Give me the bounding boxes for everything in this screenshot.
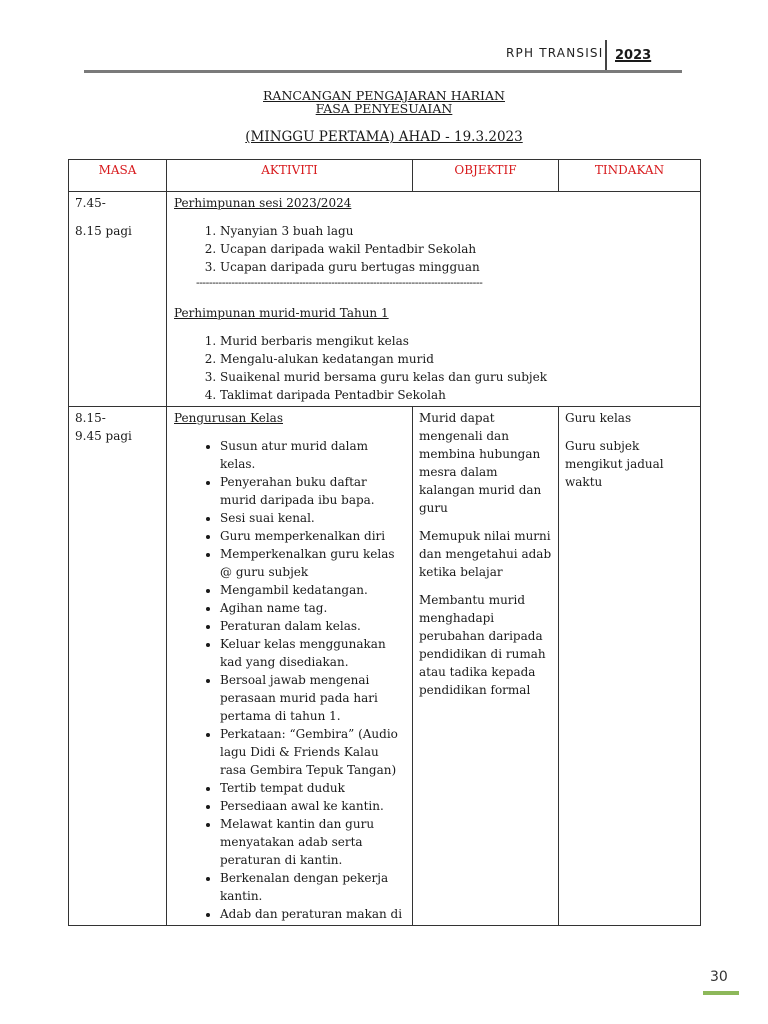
class-management-list bbox=[174, 437, 406, 923]
action-text: Guru subjek mengikut jadual waktu bbox=[565, 439, 664, 489]
column-header-objektif: OBJEKTIF bbox=[413, 160, 559, 192]
list-item: • Bersoal jawab mengenai perasaan murid pada hari pertama di tahun 1. bbox=[220, 671, 406, 725]
list-item: • Adab dan peraturan makan di bbox=[220, 905, 406, 923]
lesson-plan-table bbox=[68, 159, 701, 926]
list-item: • Peraturan dalam kelas. bbox=[220, 617, 406, 635]
objective-cell bbox=[413, 407, 559, 926]
column-header-tindakan: TINDAKAN bbox=[559, 160, 701, 192]
section-title: Perhimpunan sesi 2023/2024 bbox=[174, 196, 352, 210]
table-row bbox=[69, 407, 701, 926]
list-item: • Mengambil kedatangan. bbox=[220, 581, 406, 599]
header-year: 2023 bbox=[615, 48, 652, 63]
list-item: • Penyerahan buku daftar murid daripada ibu bapa. bbox=[220, 473, 406, 509]
header-label: RPH TRANSISI bbox=[506, 46, 604, 60]
list-item: • Susun atur murid dalam kelas. bbox=[220, 437, 406, 473]
doc-date-line: (MINGGU PERTAMA) AHAD - 19.3.2023 bbox=[245, 129, 523, 145]
time-end: 8.15 pagi bbox=[75, 224, 132, 238]
time-end: 9.45 pagi bbox=[75, 429, 132, 443]
list-item: 4. Taklimat daripada Pentadbir Sekolah bbox=[220, 386, 694, 404]
year1-assembly-list bbox=[174, 332, 694, 404]
time-cell bbox=[69, 407, 167, 926]
header-rule bbox=[84, 70, 682, 73]
list-item: • Melawat kantin dan guru menyatakan adab serta peraturan di kantin. bbox=[220, 815, 406, 869]
page-number-accent bbox=[703, 991, 739, 995]
assembly-list bbox=[174, 222, 694, 276]
objective-text: Membantu murid menghadapi perubahan daripada pendidikan di rumah atau tadika kepada pendidikan formal bbox=[419, 593, 546, 697]
section-title: Perhimpunan murid-murid Tahun 1 bbox=[174, 306, 389, 320]
objective-text: Murid dapat mengenali dan membina hubungan mesra dalam kalangan murid dan guru bbox=[419, 411, 542, 515]
list-item: 1. Murid berbaris mengikut kelas bbox=[220, 332, 694, 350]
list-item: 3. Ucapan daripada guru bertugas mingguan bbox=[220, 258, 694, 276]
table-row bbox=[69, 192, 701, 407]
list-item: • Keluar kelas menggunakan kad yang disediakan. bbox=[220, 635, 406, 671]
section-title: Pengurusan Kelas bbox=[174, 411, 283, 425]
list-item: • Tertib tempat duduk bbox=[220, 779, 406, 797]
header-divider bbox=[605, 40, 607, 70]
separator-line: ----------------------------------------------------------------------------------------- bbox=[196, 276, 483, 289]
action-cell bbox=[559, 407, 701, 926]
time-start: 8.15- bbox=[75, 411, 106, 425]
list-item: • Persediaan awal ke kantin. bbox=[220, 797, 406, 815]
doc-title: RANCANGAN PENGAJARAN HARIAN bbox=[263, 88, 505, 103]
action-text: Guru kelas bbox=[565, 411, 632, 425]
doc-subtitle: FASA PENYESUAIAN bbox=[315, 101, 453, 116]
time-start: 7.45- bbox=[75, 196, 106, 210]
list-item: • Memperkenalkan guru kelas @ guru subjek bbox=[220, 545, 406, 581]
list-item: 2. Ucapan daripada wakil Pentadbir Sekolah bbox=[220, 240, 694, 258]
time-cell bbox=[69, 192, 167, 407]
list-item: 3. Suaikenal murid bersama guru kelas dan guru subjek bbox=[220, 368, 694, 386]
column-header-masa: MASA bbox=[69, 160, 167, 192]
column-header-aktiviti: AKTIVITI bbox=[167, 160, 413, 192]
objective-text: Memupuk nilai murni dan mengetahui adab ketika belajar bbox=[419, 529, 552, 579]
list-item: • Perkataan: “Gembira” (Audio lagu Didi & Friends Kalau rasa Gembira Tepuk Tangan) bbox=[220, 725, 406, 779]
page-number: 30 bbox=[710, 969, 728, 985]
list-item: 2. Mengalu-alukan kedatangan murid bbox=[220, 350, 694, 368]
list-item: • Berkenalan dengan pekerja kantin. bbox=[220, 869, 406, 905]
list-item: 1. Nyanyian 3 buah lagu bbox=[220, 222, 694, 240]
activity-cell bbox=[167, 192, 701, 407]
activity-cell bbox=[167, 407, 413, 926]
list-item: • Agihan name tag. bbox=[220, 599, 406, 617]
list-item: • Guru memperkenalkan diri bbox=[220, 527, 406, 545]
table-header-row bbox=[69, 160, 701, 192]
list-item: • Sesi suai kenal. bbox=[220, 509, 406, 527]
